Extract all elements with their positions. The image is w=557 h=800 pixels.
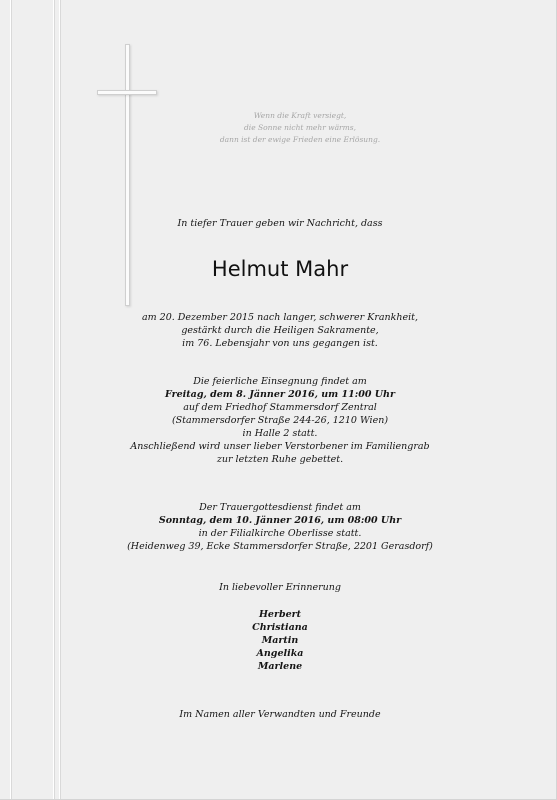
memory-text (120, 581, 440, 594)
mass-address: (Heidenweg 39, Ecke Stammersdorfer Straße, 2201 Gerasdorf) (127, 541, 433, 552)
mourner-name: Angelika (256, 648, 304, 659)
vertical-rule (53, 0, 54, 799)
funeral-address: (Stammersdorfer Straße 244-26, 1210 Wien) (171, 415, 389, 426)
mourner-name: Martin (261, 635, 299, 646)
mass-place: in der Filialkirche Oberlisse statt. (198, 528, 362, 539)
poem-line: dann ist der ewige Frieden eine Erlösung. (219, 135, 381, 144)
mass-intro: Der Trauergottesdienst findet am (199, 502, 361, 513)
death-notice-line: gestärkt durch die Heiligen Sakramente, (181, 325, 379, 336)
funeral-intro: Die feierliche Einsegnung findet am (193, 376, 367, 387)
intro-text (120, 217, 440, 230)
memorial-poem (170, 110, 430, 146)
burial-line: zur letzten Ruhe gebettet. (216, 454, 344, 465)
intro-line: In tiefer Trauer geben wir Nachricht, dass (177, 218, 383, 229)
death-notice (120, 311, 440, 350)
funeral-details (120, 375, 440, 466)
mass-details (120, 501, 440, 553)
closing-line: Im Namen aller Verwandten und Freunde (179, 709, 381, 720)
closing-text (120, 708, 440, 721)
funeral-date: Freitag, dem 8. Jänner 2016, um 11:00 Uhr (165, 389, 395, 400)
funeral-place: auf dem Friedhof Stammersdorf Zentral (183, 402, 377, 413)
mourners-list (120, 608, 440, 673)
mourner-name: Christiana (252, 622, 308, 633)
death-notice-line: im 76. Lebensjahr von uns gegangen ist. (182, 338, 378, 349)
vertical-rule (10, 0, 11, 799)
vertical-rule (59, 0, 60, 799)
mourner-name: Herbert (258, 609, 302, 620)
memory-line: In liebevoller Erinnerung (219, 582, 341, 593)
burial-line: Anschließend wird unser lieber Verstorbener im Familiengrab (130, 441, 430, 452)
mourner-name: Marlene (257, 661, 303, 672)
poem-line: Wenn die Kraft versiegt, (253, 111, 347, 120)
deceased-name: Helmut Mahr (211, 257, 349, 281)
cross-horizontal-bar (97, 90, 157, 95)
death-notice-line: am 20. Dezember 2015 nach langer, schwerer Krankheit, (141, 312, 419, 323)
mass-date: Sonntag, dem 10. Jänner 2016, um 08:00 Uhr (158, 515, 402, 526)
funeral-hall: in Halle 2 statt. (242, 428, 318, 439)
poem-line: die Sonne nicht mehr wärms, (244, 123, 356, 132)
